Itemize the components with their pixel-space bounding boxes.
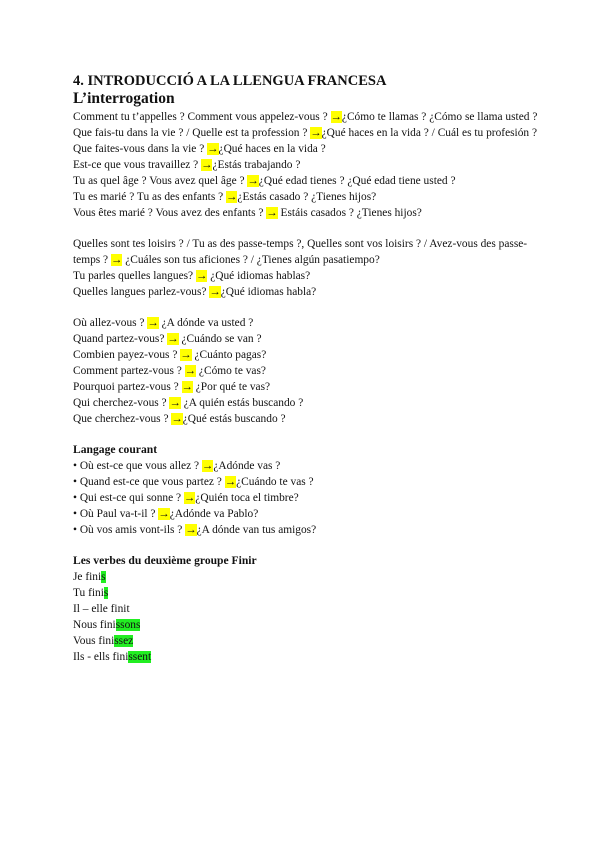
list-item: • Où Paul va-t-il ? →¿Adónde va Pablo? (73, 508, 259, 520)
conjugation-line: Vous finissez (73, 635, 134, 647)
question-line: Vous êtes marié ? Vous avez des enfants ? → Estáis casados ? ¿Tienes hijos? (73, 207, 422, 219)
conjugation-line: Je finis (73, 571, 106, 583)
arrow-icon: → (209, 286, 221, 298)
langage-heading: Langage courant (73, 443, 158, 456)
questions-block-3 (73, 315, 543, 427)
arrow-icon: → (266, 207, 278, 219)
list-item: • Quand est-ce que vous partez ? →¿Cuándo te vas ? (73, 476, 314, 488)
spacer (73, 221, 543, 236)
arrow-icon: → (147, 317, 159, 329)
list-item: • Qui est-ce qui sonne ? →¿Quién toca el timbre? (73, 492, 299, 504)
verb-ending: ssent (128, 651, 152, 663)
arrow-icon: → (180, 349, 192, 361)
question-line: Où allez-vous ? → ¿A dónde va usted ? (73, 317, 254, 329)
arrow-icon: → (183, 492, 196, 504)
arrow-icon: → (184, 365, 197, 377)
arrow-icon: → (167, 333, 179, 345)
conjugation-line: Il – elle finit (73, 603, 130, 615)
arrow-icon: → (330, 111, 342, 123)
questions-block-1 (73, 109, 543, 221)
arrow-icon: → (201, 460, 214, 472)
langage-list (73, 458, 543, 538)
arrow-icon: → (110, 254, 123, 266)
conjugation-line: Tu finis (73, 587, 109, 599)
spacer (73, 538, 543, 553)
question-line: Tu parles quelles langues? → ¿Qué idiomas hablas? (73, 270, 311, 282)
arrow-icon: → (310, 127, 322, 139)
arrow-icon: → (181, 381, 193, 393)
question-line: Est-ce que vous travaillez ? →¿Estás trabajando ? (73, 159, 301, 171)
spacer (73, 300, 543, 315)
document-content (73, 72, 543, 665)
arrow-icon: → (185, 524, 197, 536)
conjugation-line: Nous finissons (73, 619, 141, 631)
verbes-heading: Les verbes du deuxième groupe Finir (73, 554, 257, 567)
verb-ending: ssez (114, 635, 134, 647)
arrow-icon: → (171, 413, 183, 425)
list-item: • Où vos amis vont-ils ? →¿A dónde van tus amigos? (73, 524, 317, 536)
conjugation-list (73, 569, 543, 665)
questions-block-2 (73, 236, 543, 300)
arrow-icon: → (169, 397, 181, 409)
question-line: Qui cherchez-vous ? → ¿A quién estás buscando ? (73, 397, 304, 409)
question-line: Quelles sont tes loisirs ? / Tu as des passe-temps ?, Quelles sont vos loisirs ? / Avez-vous des passe-temps ? → ¿Cuáles son tus aficiones ? / ¿Tienes algún pasatiempo? (73, 238, 528, 266)
question-line: Quelles langues parlez-vous? →¿Qué idiomas habla? (73, 286, 317, 298)
arrow-icon: → (226, 191, 238, 203)
question-line: Quand partez-vous? → ¿Cuándo se van ? (73, 333, 262, 345)
arrow-icon: → (224, 476, 237, 488)
question-line: Combien payez-vous ? → ¿Cuánto pagas? (73, 349, 267, 361)
spacer (73, 427, 543, 442)
arrow-icon: → (247, 175, 259, 187)
question-line: Comment partez-vous ? → ¿Cómo te vas? (73, 365, 266, 377)
arrow-icon: → (158, 508, 170, 520)
question-line: Tu as quel âge ? Vous avez quel âge ? →¿Qué edad tienes ? ¿Qué edad tiene usted ? (73, 175, 456, 187)
question-line: Que faites-vous dans la vie ? →¿Qué haces en la vida ? (73, 143, 326, 155)
question-line: Tu es marié ? Tu as des enfants ? →¿Estás casado ? ¿Tienes hijos? (73, 191, 377, 203)
arrow-icon: → (195, 270, 208, 282)
section-title: 4. INTRODUCCIÓ A LA LLENGUA FRANCESA (73, 73, 387, 89)
question-line: Comment tu t’appelles ? Comment vous appelez-vous ? →¿Cómo te llamas ? ¿Cómo se llama usted ? (73, 111, 538, 123)
question-line: Pourquoi partez-vous ? → ¿Por qué te vas? (73, 381, 271, 393)
verb-ending: s (101, 571, 106, 583)
list-item: • Où est-ce que vous allez ? →¿Adónde vas ? (73, 460, 281, 472)
conjugation-line: Ils - ells finissent (73, 651, 152, 663)
section-subtitle: L’interrogation (73, 90, 175, 107)
question-line: Que fais-tu dans la vie ? / Quelle est ta profession ? →¿Qué haces en la vida ? / Cuál es tu profesión ? (73, 127, 538, 139)
verb-ending: s (103, 587, 109, 599)
arrow-icon: → (207, 143, 219, 155)
arrow-icon: → (201, 159, 213, 171)
question-line: Que cherchez-vous ? →¿Qué estás buscando ? (73, 413, 286, 425)
verb-ending: ssons (115, 619, 141, 631)
